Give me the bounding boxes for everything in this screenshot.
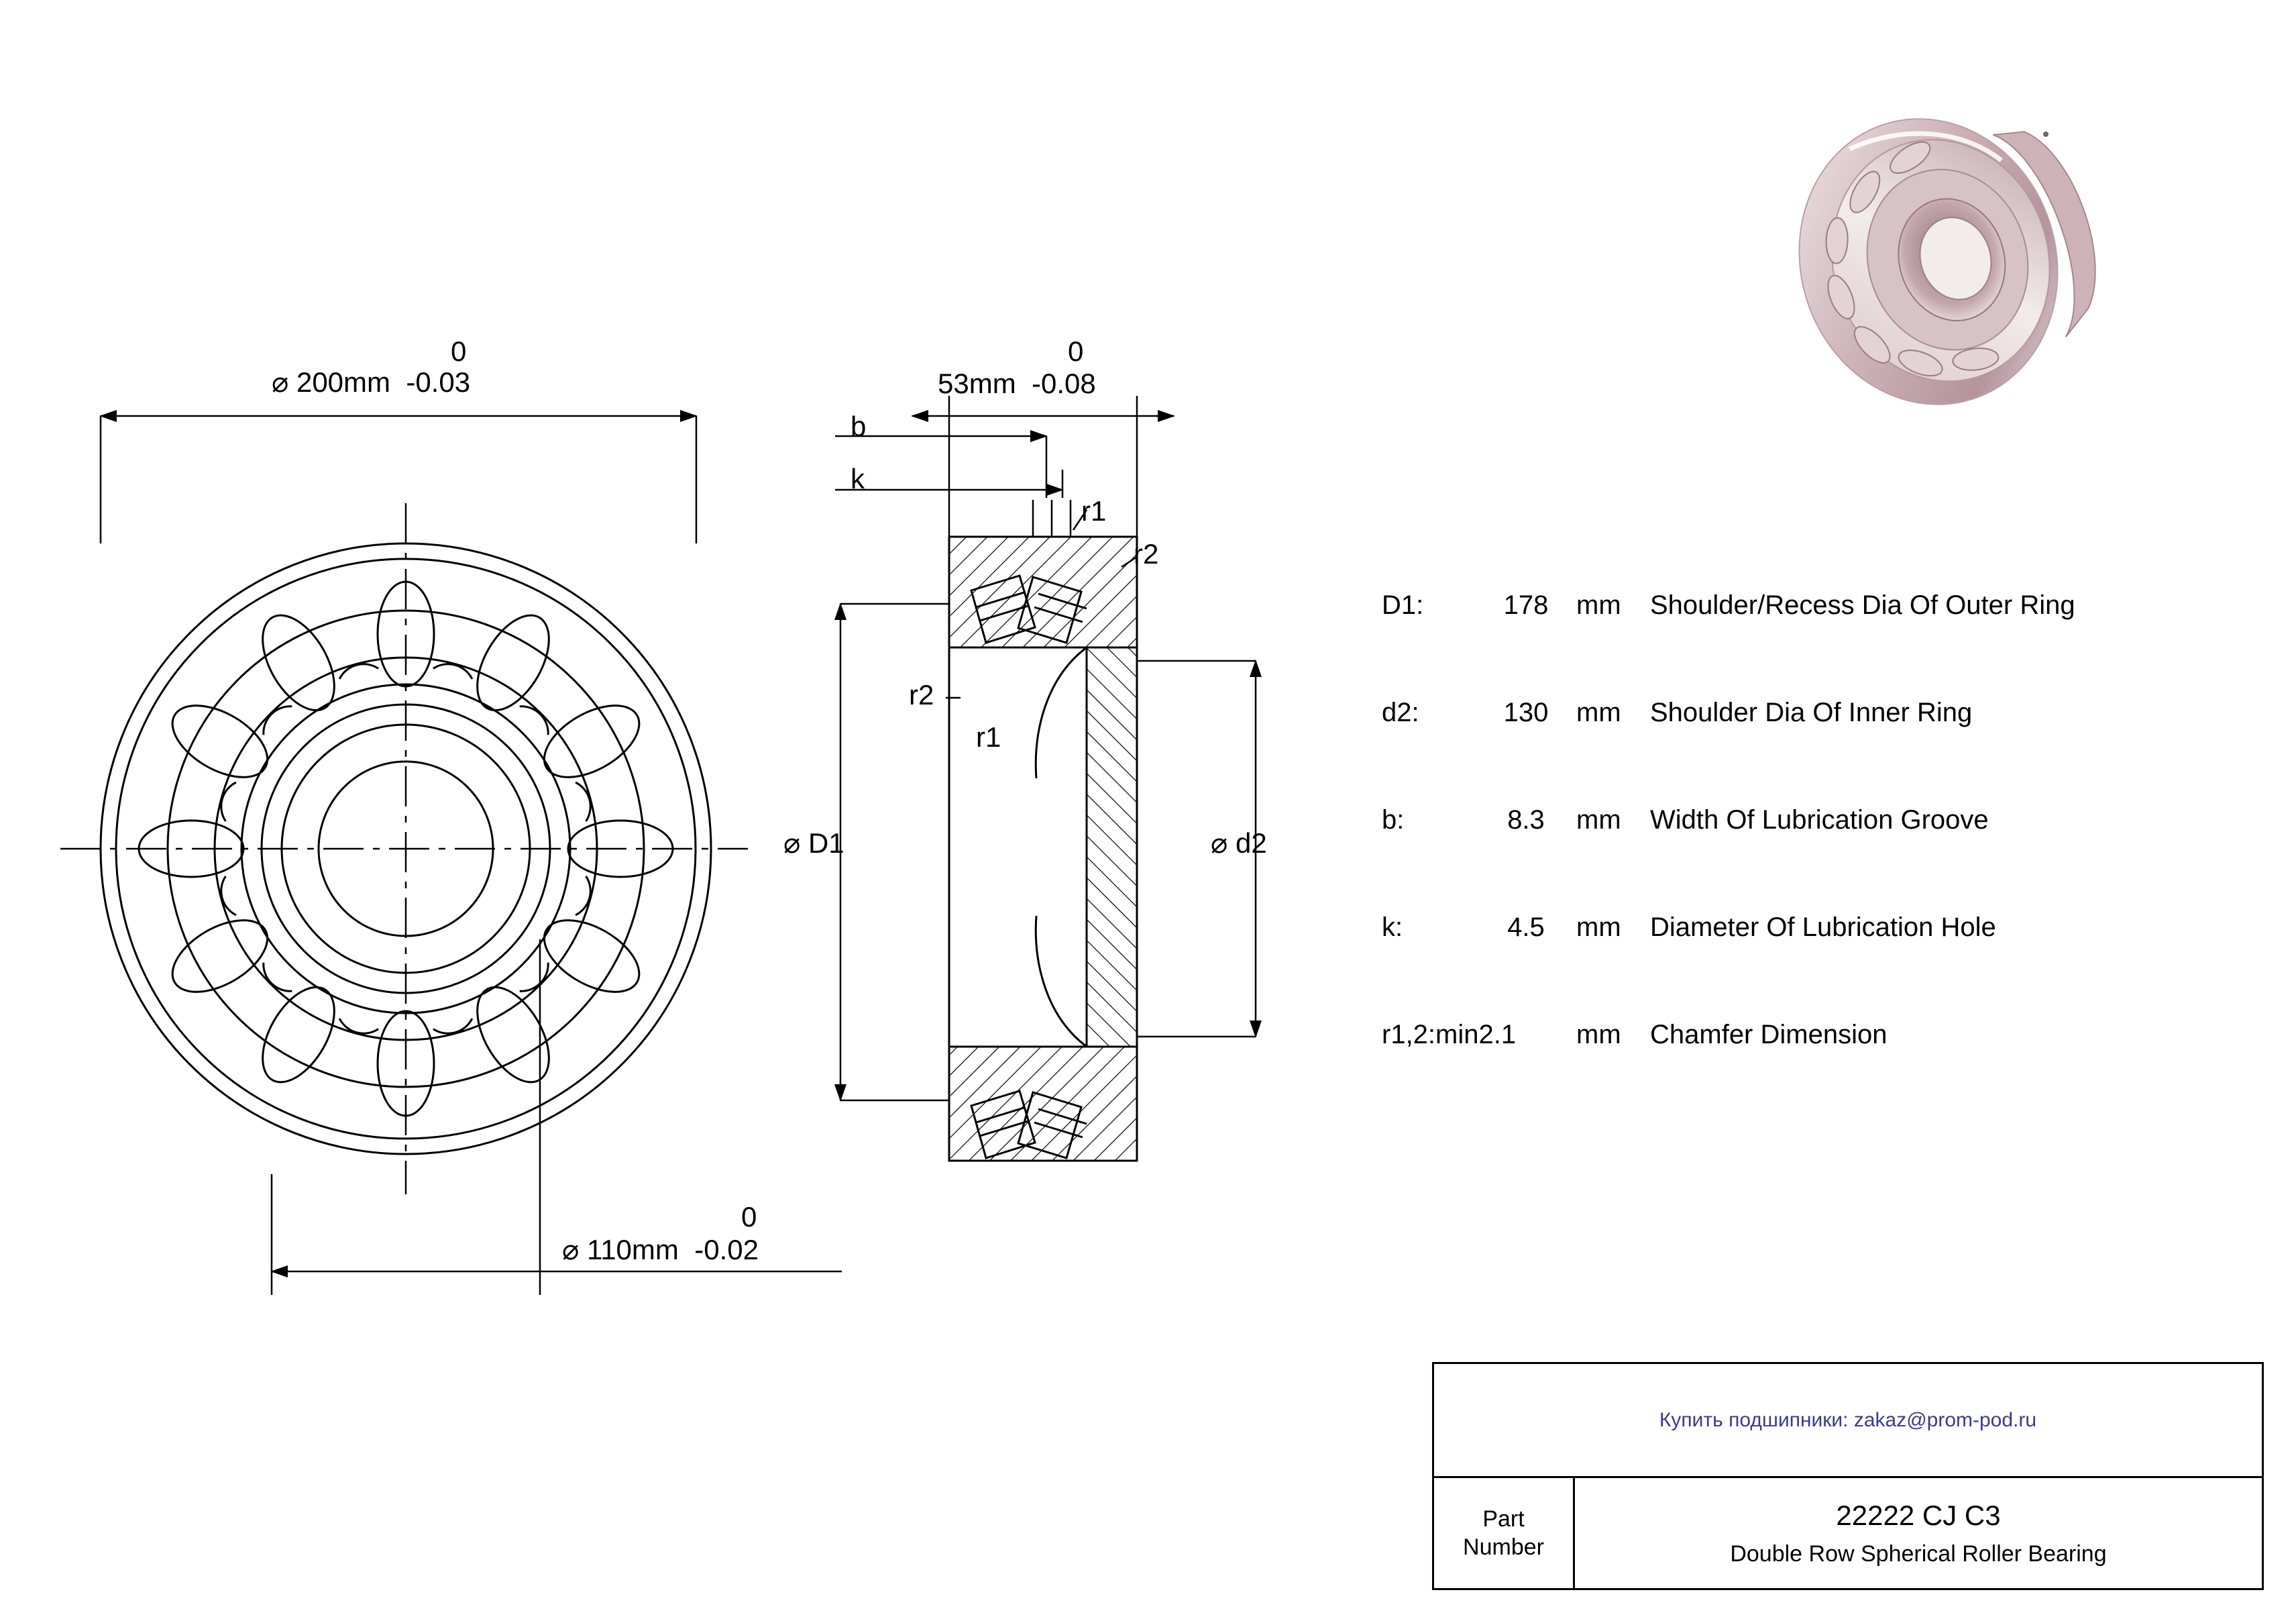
section-view [949, 500, 1137, 1161]
part-info [1575, 1478, 2262, 1588]
front-view [60, 503, 748, 1194]
dim-b [835, 436, 1046, 498]
spec-description: Width Of Lubrication Groove [1650, 805, 1989, 835]
spec-unit: mm [1576, 805, 1621, 835]
dim-D1 [840, 604, 949, 1100]
title-block-note-row [1434, 1364, 2262, 1478]
title-block-part-row [1434, 1478, 2262, 1588]
r2-left-label: r2 [909, 679, 934, 711]
r2-right-label: r2 [1134, 538, 1159, 570]
part-description: Double Row Spherical Roller Bearing [1730, 1540, 2107, 1567]
part-number-label-line2: Number [1463, 1534, 1544, 1560]
spec-row [1382, 912, 2267, 1020]
spec-symbol: b: [1382, 805, 1405, 835]
spec-symbol: d2: [1382, 698, 1419, 727]
spec-unit: mm [1576, 590, 1621, 620]
spec-symbol: r1,2:min2.1 [1382, 1020, 1517, 1049]
part-number-value: 22222 CJ C3 [1836, 1499, 2001, 1531]
k-label: k [851, 463, 865, 494]
spec-value: 178 [1503, 590, 1549, 620]
spec-row [1382, 590, 2267, 698]
d2-label: ⌀ d2 [1211, 827, 1267, 859]
bore-dia-label: ⌀ 110mm -0.02 [562, 1234, 759, 1265]
spec-symbol: D1: [1382, 590, 1424, 620]
spec-description: Diameter Of Lubrication Hole [1650, 912, 1996, 942]
bore-dia-tolerance: 0 [741, 1201, 757, 1233]
spec-row [1382, 698, 2267, 805]
specification-list [1382, 590, 2267, 1127]
outer-dia-label: ⌀ 200mm -0.03 [272, 366, 471, 398]
spec-description: Shoulder Dia Of Inner Ring [1650, 698, 1973, 727]
spec-row [1382, 1020, 2267, 1127]
spec-unit: mm [1576, 1020, 1621, 1049]
spec-value: 4.5 [1507, 912, 1545, 942]
spec-value: 130 [1503, 698, 1549, 727]
spec-description: Shoulder/Recess Dia Of Outer Ring [1650, 590, 2075, 620]
dim-width [912, 396, 1174, 537]
spec-row [1382, 805, 2267, 912]
D1-label: ⌀ D1 [783, 827, 844, 859]
bearing-3d-render [1763, 74, 2129, 438]
part-number-label [1434, 1478, 1575, 1588]
r1-top-label: r1 [1081, 495, 1107, 527]
title-block [1432, 1362, 2264, 1590]
b-label: b [851, 411, 867, 442]
spec-description: Chamfer Dimension [1650, 1020, 1888, 1049]
r1-left-label: r1 [976, 721, 1001, 753]
dim-outer-diameter [101, 416, 696, 543]
vendor-contact-note: Купить подшипники: zakaz@prom-pod.ru [1659, 1408, 2037, 1431]
width-tolerance: 0 [1068, 335, 1084, 367]
spec-symbol: k: [1382, 912, 1403, 942]
spec-unit: mm [1576, 698, 1621, 727]
outer-dia-tolerance: 0 [451, 335, 467, 367]
part-number-label-line1: Part [1482, 1506, 1525, 1532]
spec-value: 8.3 [1507, 805, 1545, 835]
spec-unit: mm [1576, 912, 1621, 942]
width-label: 53mm -0.08 [938, 368, 1096, 399]
